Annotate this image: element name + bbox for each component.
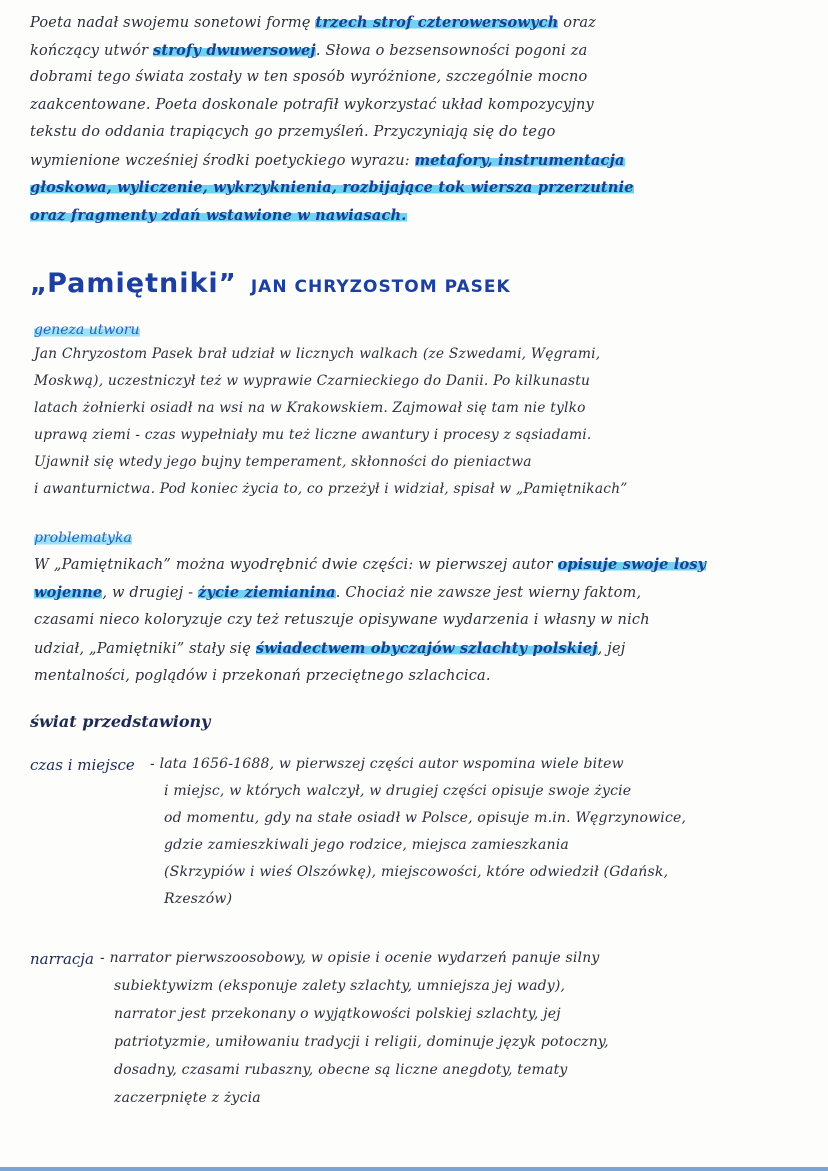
highlighted-text: opisuje swoje losy: [557, 556, 707, 573]
narracja-line: patriotyzmie, umiłowaniu tradycji i religii, dominuje język potoczny,: [114, 1034, 609, 1050]
title-close-quote: ”: [218, 269, 236, 299]
section-title: [30, 268, 511, 299]
geneza-line: latach żołnierki osiadł na wsi na w Krakowskiem. Zajmował się tam nie tylko: [34, 400, 586, 416]
problematyka-heading: problematyka: [34, 530, 132, 546]
text-span: . Chociaż nie zawsze jest wierny faktom,: [335, 585, 642, 601]
highlighted-text: metafory, instrumentacja: [414, 151, 625, 169]
czas-line: - lata 1656-1688, w pierwszej części autor wspomina wiele bitew: [150, 756, 624, 772]
text-span: udział, „Pamiętniki” stały się: [34, 641, 256, 657]
narracja-line: - narrator pierwszoosobowy, w opisie i ocenie wydarzeń panuje silny: [100, 950, 600, 966]
text-line: [34, 584, 641, 601]
text-span: , w drugiej -: [102, 585, 199, 601]
text-line: [30, 152, 625, 169]
geneza-line: Jan Chryzostom Pasek brał udział w licznych walkach (ze Szwedami, Węgrami,: [34, 346, 601, 362]
text-span: , jej: [597, 641, 626, 657]
czas-line: gdzie zamieszkiwali jego rodzice, miejsca zamieszkania: [164, 837, 569, 853]
geneza-line: Moskwą), uczestniczył też w wyprawie Czarnieckiego do Danii. Po kilkunastu: [34, 373, 591, 389]
narracja-line: narrator jest przekonany o wyjątkowości polskiej szlachty, jej: [114, 1006, 561, 1022]
narracja-line: dosadny, czasami rubaszny, obecne są liczne anegdoty, tematy: [114, 1062, 568, 1078]
geneza-line: Ujawnił się wtedy jego bujny temperament, skłonności do pieniactwa: [34, 454, 532, 470]
text-line: [34, 612, 650, 628]
text-span: mentalności, poglądów i przekonań przeciętnego szlachcica.: [34, 668, 491, 684]
highlighted-text: trzech strof czterowersowych: [315, 14, 559, 31]
title-author: JAN CHRYZOSTOM PASEK: [250, 277, 511, 297]
page-bottom-edge: [0, 1167, 828, 1171]
czas-line: i miejsc, w których walczył, w drugiej części opisuje swoje życie: [164, 783, 632, 799]
highlighted-text: świadectwem obyczajów szlachty polskiej: [255, 640, 598, 657]
text-span: tekstu do oddania trapiących go przemyśleń. Przyczyniają się do tego: [30, 124, 556, 140]
text-line: [30, 14, 596, 31]
text-line: [30, 207, 407, 224]
text-line: [30, 124, 556, 140]
text-span: W „Pamiętnikach” można wyodrębnić dwie części: w pierwszej autor: [34, 557, 558, 573]
title-main: Pamiętniki: [47, 268, 219, 299]
narracja-label: narracja: [30, 950, 94, 968]
text-line: [30, 42, 587, 59]
text-line: [30, 97, 594, 113]
highlighted-text: oraz fragmenty zdań wstawione w nawiasach.: [30, 206, 407, 224]
highlighted-text: głoskowa, wyliczenie, wykrzyknienia, rozbijające tok wiersza przerzutnie: [30, 179, 634, 196]
geneza-line: uprawą ziemi - czas wypełniały mu też liczne awantury i procesy z sąsiadami.: [34, 427, 592, 443]
czas-line: od momentu, gdy na stałe osiadł w Polsce, opisuje m.in. Węgrzynowice,: [164, 810, 687, 826]
highlighted-text: strofy dwuwersowej: [153, 41, 316, 59]
swiat-heading: świat przedstawiony: [30, 712, 211, 731]
text-span: kończący utwór: [30, 42, 154, 59]
text-span: czasami nieco koloryzuje czy też retuszuje opisywane wydarzenia i własny w nich: [34, 612, 650, 628]
highlighted-text: życie ziemianina: [198, 584, 336, 601]
highlighted-text: wojenne: [34, 584, 103, 601]
text-line: [34, 640, 625, 657]
geneza-line: i awanturnictwa. Pod koniec życia to, co przeżył i widział, spisał w „Pamiętnikach”: [34, 481, 628, 497]
text-span: . Słowa o bezsensowności pogoni za: [315, 42, 588, 59]
text-span: Poeta nadał swojemu sonetowi formę: [30, 15, 316, 31]
text-span: oraz: [558, 15, 597, 31]
text-line: [30, 69, 587, 85]
czas-line: (Skrzypiów i wieś Olszówkę), miejscowości, które odwiedził (Gdańsk,: [164, 864, 669, 880]
czas-label: czas i miejsce: [30, 756, 135, 774]
text-line: [34, 556, 706, 573]
text-span: dobrami tego świata zostały w ten sposób wyróżnione, szczególnie mocno: [30, 69, 588, 85]
text-span: wymienione wcześniej środki poetyckiego wyrazu:: [30, 152, 415, 169]
czas-line: Rzeszów): [164, 891, 233, 907]
geneza-heading: geneza utworu: [34, 322, 140, 338]
text-line: [30, 179, 634, 196]
title-open-quote: „: [30, 269, 48, 299]
text-span: zaakcentowane. Poeta doskonale potrafił wykorzystać układ kompozycyjny: [30, 96, 594, 113]
narracja-line: zaczerpnięte z życia: [114, 1090, 261, 1106]
narracja-line: subiektywizm (eksponuje zalety szlachty, umniejsza jej wady),: [114, 978, 566, 994]
text-line: [34, 668, 491, 684]
